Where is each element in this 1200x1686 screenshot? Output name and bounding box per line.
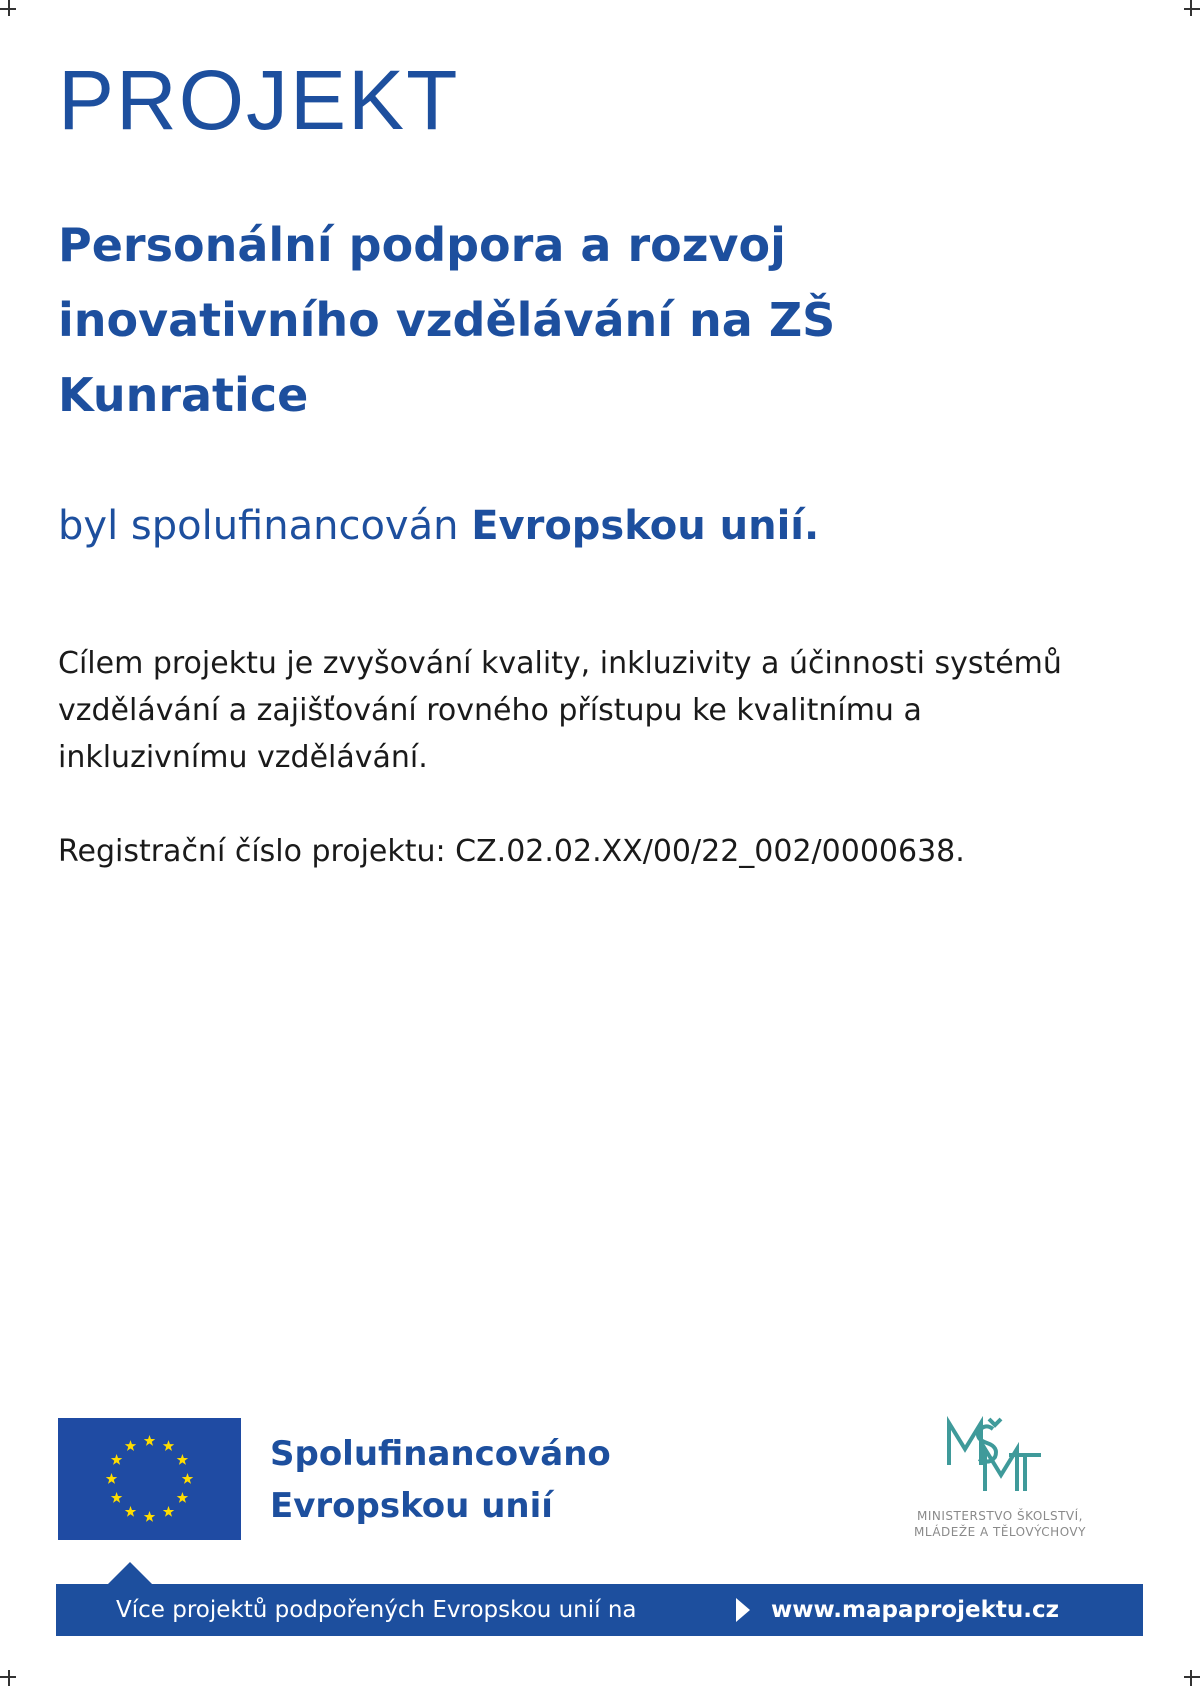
footer-banner <box>56 1584 1143 1636</box>
project-title: Personální podpora a rozvoj inovativního vzdělávání na ZŠ Kunratice <box>58 218 836 422</box>
crop-mark <box>1184 1676 1200 1678</box>
play-arrow-icon <box>736 1598 752 1622</box>
crop-mark <box>8 1670 10 1686</box>
project-description: Cílem projektu je zvyšování kvality, inkluzivity a účinnosti systémů vzdělávání a zajišťování rovného přístupu ke kvalitnímu a inkluzivnímu vzdělávání. <box>58 646 1062 775</box>
crop-mark <box>1190 0 1192 16</box>
funding-statement <box>58 503 819 549</box>
funding-emphasis: Evropskou unií. <box>471 503 820 549</box>
footer-text: Více projektů podpořených Evropskou unií na <box>116 1597 637 1623</box>
eu-flag-icon <box>58 1418 241 1540</box>
eu-label-line2: Evropskou unií <box>270 1486 553 1526</box>
crop-mark <box>1184 8 1200 10</box>
footer-url-link[interactable]: www.mapaprojektu.cz <box>771 1597 1059 1623</box>
msmt-name <box>860 1508 1140 1540</box>
msmt-name-line2: MLÁDEŽE A TĚLOVÝCHOVY <box>914 1525 1086 1539</box>
eu-label-line1: Spolufinancováno <box>270 1434 611 1474</box>
msmt-logo <box>945 1415 1045 1495</box>
crop-mark <box>8 0 10 16</box>
registration-number: Registrační číslo projektu: CZ.02.02.XX/00/22_002/0000638. <box>58 834 965 869</box>
eu-cofunded-label <box>270 1428 611 1532</box>
funding-prefix: byl spolufinancován <box>58 503 459 549</box>
page-heading: PROJEKT <box>58 53 460 147</box>
msmt-name-line1: MINISTERSTVO ŠKOLSTVÍ, <box>917 1509 1083 1523</box>
crop-mark <box>1190 1670 1192 1686</box>
